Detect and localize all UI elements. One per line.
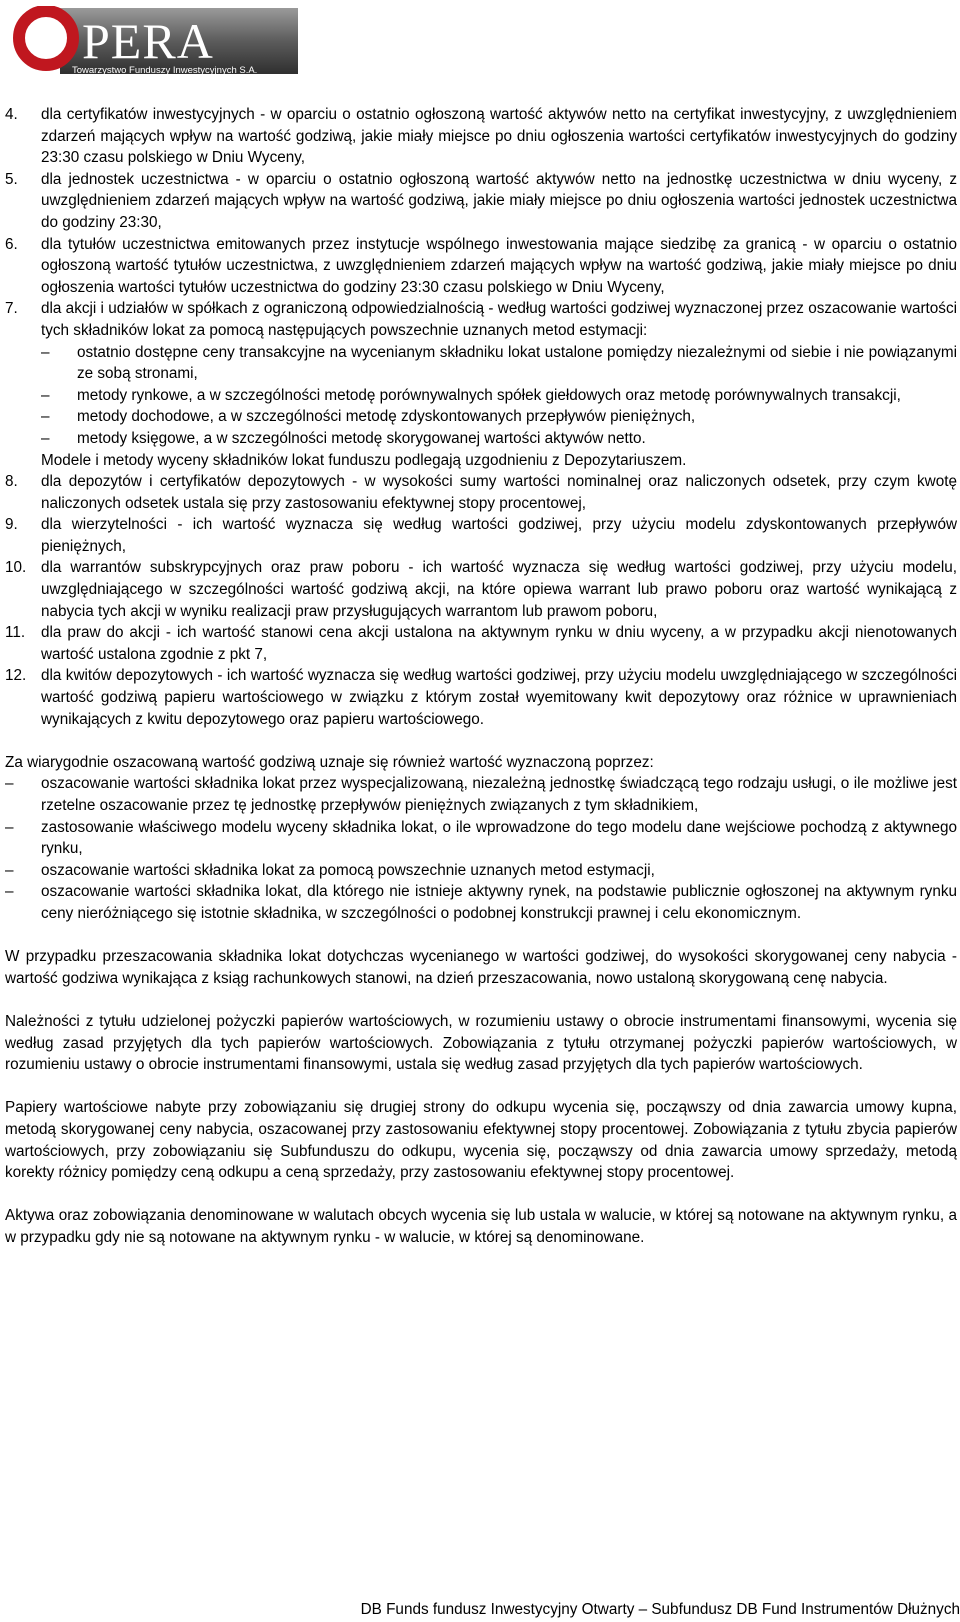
dash-bullet: – [41,429,50,447]
item-number: 12. [5,667,27,685]
item-text: dla certyfikatów inwestycyjnych - w oparciu o ostatnio ogłoszoną wartość aktywów netto na certyfikat inwestycyjny, z uwzględnieniem zdarzeń mających wpływ na wartość godziwą, jakie miały miejsce po dniu ogłoszenia wartości certyfikatów inwestycyjnych do godziny 23:30 czasu polskiego w Dniu Wyceny, [41,106,957,167]
sub-item-text: metody księgowe, a w szczególności metodę skorygowanej wartości aktywów netto. [77,429,646,447]
svg-text:Towarzystwo Funduszy Inwestycy: Towarzystwo Funduszy Inwestycyjnych S.A. [72,65,258,76]
document-body [5,104,957,1248]
item-number: 8. [5,473,18,491]
fair-value-item [5,817,957,860]
dash-bullet: – [5,818,14,836]
item-number: 11. [5,624,26,642]
item-note: Modele i metody wyceny składników lokat funduszu podlegają uzgodnieniu z Depozytariuszem. [41,451,687,469]
dash-bullet: – [41,408,50,426]
item-number: 6. [5,235,18,253]
dash-bullet: – [41,343,50,361]
fair-value-item [5,773,957,816]
item-text: dla warrantów subskrypcyjnych oraz praw poboru - ich wartość wyznacza się według wartości godziwej, przy użyciu modelu, uwzględniającego w szczególności wartość godziwą akcji, na które opiewa warrant lub prawo poboru oraz wartość wynikającą z nabycia tych akcji w wyniku realizacji praw przysługujących warrantom lub prawom poboru, [41,559,957,620]
fair-value-text: oszacowanie wartości składnika lokat przez wyspecjalizowaną, niezależną jednostkę świadczącą tego rodzaju usługi, o ile możliwe jest rzetelne oszacowanie przez tę jednostkę przepływów pieniężnych związanych z tym składnikiem, [41,775,957,814]
item-number: 4. [5,106,18,123]
item-text: dla praw do akcji - ich wartość stanowi cena akcji ustalona na aktywnym rynku w dniu wyceny, a w przypadku akcji nienotowanych wartość ustalona zgodnie z pkt 7, [41,624,957,663]
list-item [5,169,957,234]
item-number: 7. [5,300,18,318]
list-item [5,471,957,514]
fair-value-item [5,860,957,882]
sub-item-text: metody rynkowe, a w szczególności metodę porównywalnych spółek giełdowych oraz metodę porównywalnych transakcji, [77,386,901,404]
item-body [41,298,957,471]
paragraph: W przypadku przeszacowania składnika lokat dotychczas wycenianego w wartości godziwej, do wysokości skorygowanej ceny nabycia - wartość godziwa wynikająca z ksiąg rachunkowych stanowi, na dzień przeszacowania, nowo ustaloną skorygowaną cenę nabycia. [5,948,957,987]
fair-value-text: oszacowanie wartości składnika lokat za pomocą powszechnie uznanych metod estymacji, [41,861,655,879]
list-item [5,622,957,665]
item-number: 9. [5,516,18,534]
item-text: dla akcji i udziałów w spółkach z ograniczoną odpowiedzialnością - według wartości godziwej wyznaczonej przez oszacowanie wartości tych składników lokat za pomocą następujących powszechnie uznanych metod estymacji: [41,300,957,339]
list-item [5,557,957,622]
sub-list-item [41,385,957,407]
item-text: dla depozytów i certyfikatów depozytowych - w wysokości sumy wartości nominalnej oraz naliczonych odsetek, przy czym kwotę naliczonych odsetek ustala się przy zastosowaniu efektywnej stopy procentowej, [41,473,957,512]
paragraph: Papiery wartościowe nabyte przy zobowiązaniu się drugiej strony do odkupu wycenia się, począwszy od dnia zawarcia umowy kupna, metodą skorygowanej ceny nabycia, oszacowanej przy zastosowaniu efektywnej stopy procentowej. Zobowiązania z tytułu zbycia papierów wartościowych, przy zobowiązaniu się Subfunduszu do odkupu, wycenia się, począwszy od dnia zawarcia umowy sprzedaży, metodą korekty różnicy pomiędzy ceną odkupu a ceną sprzedaży, przy zastosowaniu efektywnej stopy procentowej. [5,1099,957,1182]
sub-item-text: ostatnio dostępne ceny transakcyjne na wycenianym składniku lokat ustalone pomiędzy niezależnymi od siebie i nie powiązanymi ze sobą stronami, [77,343,957,383]
paragraph: Należności z tytułu udzielonej pożyczki papierów wartościowych, w rozumieniu ustawy o obrocie instrumentami finansowymi, wycenia się według zasad przyjętych dla tych papierów wartościowych. Zobowiązania z tytułu otrzymanej pożyczki papierów wartościowych, w rozumieniu ustawy o obrocie instrumentami finansowymi, ustala się według zasad przyjętych dla tych papierów wartościowych. [5,1012,957,1074]
dash-bullet: – [5,861,14,879]
dash-bullet: – [41,386,50,404]
fair-value-intro: Za wiarygodnie oszacowaną wartość godziwą uznaje się również wartość wyznaczoną poprzez: [5,753,654,771]
sub-item-text: metody dochodowe, a w szczególności metodę zdyskontowanych przepływów pieniężnych, [77,408,696,426]
list-item [5,298,957,471]
fair-value-item [5,881,957,924]
dash-bullet: – [5,883,14,901]
fair-value-text: oszacowanie wartości składnika lokat, dla którego nie istnieje aktywny rynek, na podstawie publicznie ogłoszonej na aktywnym rynku ceny nieróżniącego się istotnie składnika, w szczególności o podobnej konstrukcji prawnej i celu ekonomicznym. [41,883,957,922]
item-number: 5. [5,170,18,188]
item-text: dla jednostek uczestnictwa - w oparciu o ostatnio ogłoszoną wartość aktywów netto na jednostkę uczestnictwa w dniu wyceny, z uwzględnieniem zdarzeń mających wpływ na wartość godziwą, jakie miały miejsce po dniu ogłoszenia wartości jednostek uczestnictwa do godziny 23:30, [41,170,957,231]
item-text: dla tytułów uczestnictwa emitowanych przez instytucje wspólnego inwestowania mające siedzibę za granicą - w oparciu o ostatnio ogłoszoną wartość tytułów uczestnictwa, z uwzględnieniem zdarzeń mających wpływ na wartość godziwą, jakie miały miejsce po dniu ogłoszenia wartości tytułów uczestnictwa do godziny 23:30 czasu polskiego w Dniu Wyceny, [41,235,957,296]
list-item [5,104,957,169]
fair-value-text: zastosowanie właściwego modelu wyceny składnika lokat, o ile wprowadzone do tego modelu dane wejściowe pochodzą z aktywnego rynku, [41,818,957,858]
page-footer: DB Funds fundusz Inwestycyjny Otwarty – Subfundusz DB Fund Instrumentów Dłużnych [360,1601,960,1618]
sub-list-item [41,406,957,428]
svg-text:PERA: PERA [82,13,214,69]
item-text: dla wierzytelności - ich wartość wyznacza się według wartości godziwej, przy użyciu modelu zdyskontowanych przepływów pieniężnych, [41,516,957,555]
item-number: 10. [5,559,27,577]
sub-list-item [41,342,957,385]
item-text: dla kwitów depozytowych - ich wartość wyznacza się według wartości godziwej, przy użyciu modelu uwzględniającego w szczególności wartość godziwą papieru wartościowego w związku z którym został wyemitowany kwit depozytowy oraz różnice w uprawnieniach wynikających z kwitu depozytowego oraz papieru wartościowego. [41,667,957,728]
list-item [5,665,957,730]
dash-bullet: – [5,775,14,793]
opera-logo [10,6,300,78]
paragraph: Aktywa oraz zobowiązania denominowane w walutach obcych wycenia się lub ustala w walucie, w której są notowane na aktywnym rynku, a w przypadku gdy nie są notowane na aktywnym rynku - w walucie, w której są denominowane. [5,1207,957,1246]
list-item [5,514,957,557]
sub-list-item [41,428,957,450]
list-item [5,234,957,299]
